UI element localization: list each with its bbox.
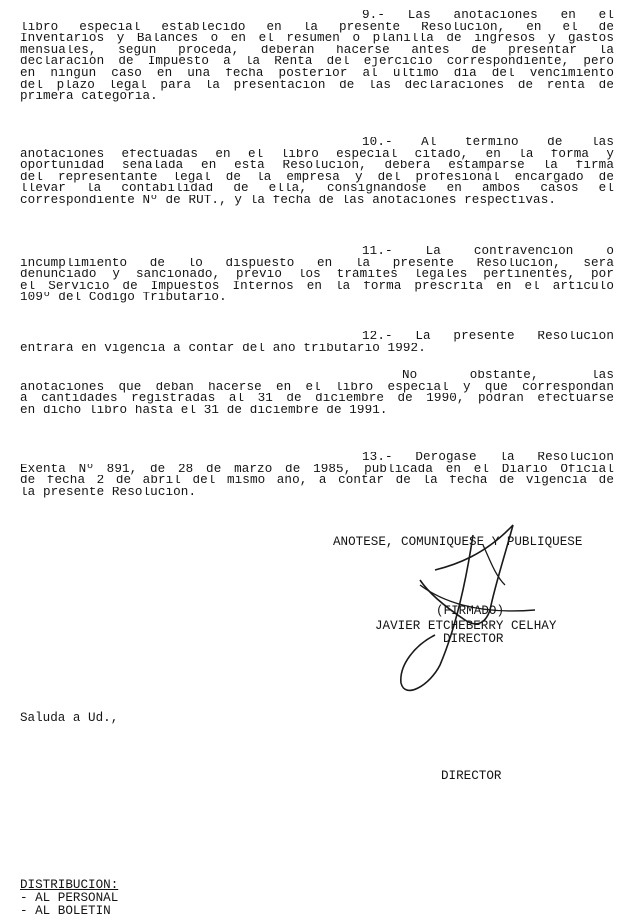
distribution-item-1: - AL PERSONAL xyxy=(20,891,119,905)
paragraph-line: en dicho libro hasta el 31 de diciembre de 1991. xyxy=(20,404,388,417)
distribution-title xyxy=(20,880,118,892)
article-10 xyxy=(20,137,614,207)
paragraph-line: anotaciones que deban hacerse en el libro especial y que correspondan xyxy=(20,381,614,394)
paragraph-line: 9.- Las anotaciones en el xyxy=(362,10,614,22)
paragraph-line: Inventarios y Balances o en el resumen o planilla de ingresos y gastos xyxy=(20,33,614,45)
signature-title: DIRECTOR xyxy=(443,632,504,646)
paragraph-line: Exenta Nº 891, de 28 de marzo de 1985, publicada en el Diario Oficial xyxy=(20,463,614,476)
article-12-paragraph-2 xyxy=(20,370,614,416)
paragraph-line: anotaciones efectuadas en el libro especial citado, en la forma y xyxy=(20,148,614,161)
distribution-item-2: - AL BOLETIN xyxy=(20,904,111,918)
director-footer: DIRECTOR xyxy=(441,769,502,783)
paragraph-line: primera categoría. xyxy=(20,91,158,103)
paragraph-line: 11.- La contravención o xyxy=(362,246,614,258)
signature-firmado: (FIRMADO) xyxy=(436,604,505,618)
paragraph-line: 13.- Derógase la Resolución xyxy=(362,452,614,464)
paragraph-line: llevar la contabilidad de ella, consignándose en ambos casos el xyxy=(20,183,614,195)
paragraph-line: de fecha 2 de abril del mismo año, a contar de la fecha de vigencia de xyxy=(20,475,614,487)
signature-name: JAVIER ETCHEBERRY CELHAY xyxy=(375,619,557,633)
paragraph-line: 10.- Al término de las xyxy=(362,137,614,149)
paragraph-line: la presente Resolución. xyxy=(20,486,197,499)
paragraph-line: del representante legal de la empresa y del profesional encargado de xyxy=(20,171,614,184)
paragraph-line: mensuales, según proceda, deberán hacerse antes de presentar la xyxy=(20,44,614,57)
paragraph-line: a cantidades registradas al 31 de diciembre de 1990, podrán efectuarse xyxy=(20,393,614,405)
article-11 xyxy=(20,246,614,304)
paragraph-line: 12.- La presente Resolución xyxy=(362,331,614,343)
paragraph-line: libro especial establecido en la presente Resolución, en el de xyxy=(20,21,614,34)
paragraph-line: del plazo legal para la presentación de las declaraciones de renta de xyxy=(20,79,614,92)
paragraph-line: oportunidad señalada en esta Resolución, deberá estamparse la firma xyxy=(20,160,614,172)
article-9 xyxy=(20,10,614,103)
paragraph-line: el Servicio de Impuestos Internos en la forma prescrita en el artículo xyxy=(20,280,614,293)
paragraph-line: No obstante, las xyxy=(402,370,614,382)
paragraph-line: incumplimiento de lo dispuesto en la presente Resolución, será xyxy=(20,257,614,270)
article-12 xyxy=(20,331,614,354)
closing-formula: ANOTESE, COMUNIQUESE Y PUBLIQUESE xyxy=(333,535,583,549)
paragraph-line: denunciado y sancionado, previo los trámites legales pertinentes, por xyxy=(20,269,614,281)
saluda: Saluda a Ud., xyxy=(20,711,119,725)
paragraph-line: en ningún caso en una fecha posterior al último día del vencimiento xyxy=(20,67,614,80)
article-13 xyxy=(20,452,614,498)
paragraph-line: 109º del Código Tributario. xyxy=(20,292,227,304)
paragraph-line: entrará en vigencia a contar del año tributario 1992. xyxy=(20,342,426,355)
distribution-title-text: DISTRIBUCION: xyxy=(20,878,119,892)
paragraph-line: declaración de Impuesto a la Renta del ejercicio correspondiente, pero xyxy=(20,56,614,68)
paragraph-line: correspondiente Nº de RUT., y la fecha de las anotaciones respectivas. xyxy=(20,194,557,207)
